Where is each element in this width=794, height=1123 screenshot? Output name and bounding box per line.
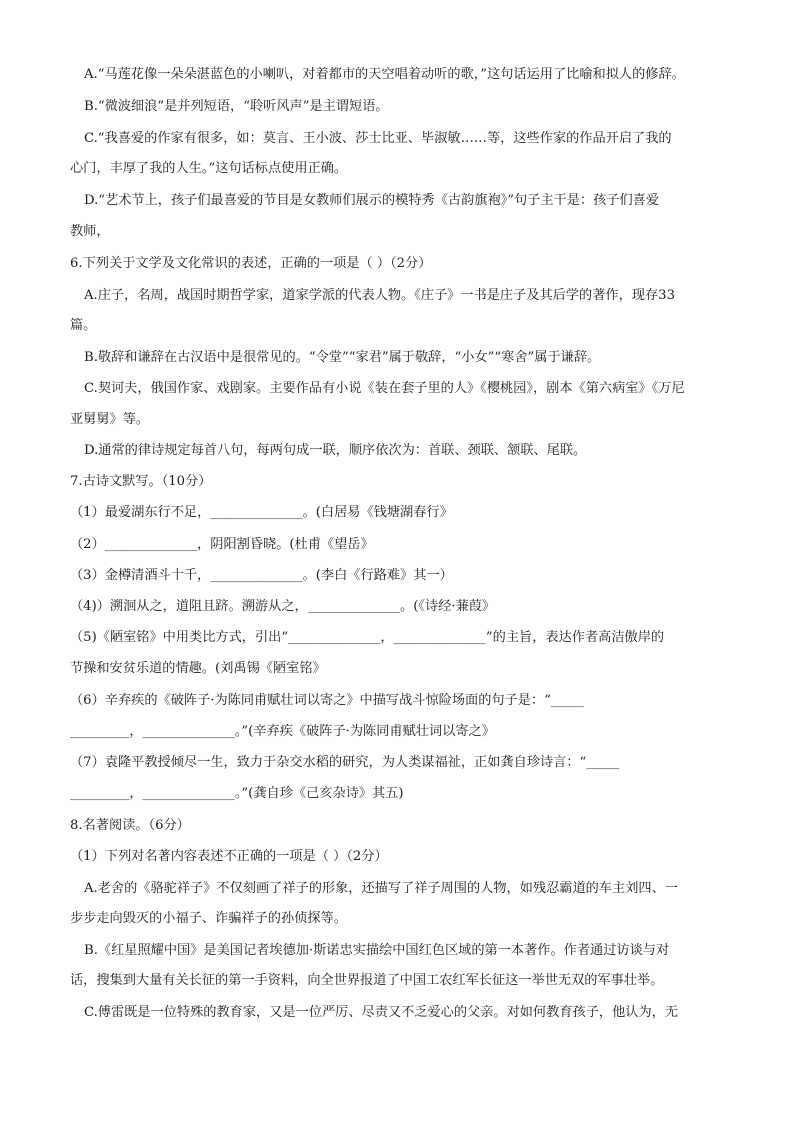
q8-option-a: A.老舍的《骆驼祥子》不仅刻画了祥子的形象，还描写了祥子周围的人物，如残忍霸道的车主刘四、一: [84, 881, 678, 896]
q8-option-b: B.《红星照耀中国》是美国记者埃德加·斯诺忠实描绘中国红色区域的第一本著作。作者通过访谈与对: [84, 943, 670, 958]
q6-option-c: C.契诃夫，俄国作家、戏剧家。主要作品有小说《装在套子里的人》《樱桃园》，剧本《第六病室》《万尼: [84, 381, 685, 396]
q7-item-3: （3）金樽清酒斗十千，______________。(李白《行路难》其一）: [70, 568, 453, 583]
q7-item-2: （2）______________，阴阳割昏晓。(杜甫《望岳》: [70, 537, 374, 552]
option-d-line: D.“艺术节上，孩子们最喜爱的节目是女教师们展示的模特秀《古韵旗袍》”句子主干是：孩子们喜爱: [84, 193, 660, 208]
q7-item-5: （5)《陋室铭》中用类比方式，引出“______________，______________”的主旨，表达作者高洁傲岸的: [70, 630, 665, 645]
q6-option-a: A.庄子，名周，战国时期哲学家，道家学派的代表人物。《庄子》一书是庄子及其后学的著作，现存33: [84, 288, 675, 303]
q6-option-d: D.通常的律诗规定每首八句，每两句成一联，顺序依次为：首联、颈联、颔联、尾联。: [84, 443, 587, 458]
q8-sub-1: （1）下列对名著内容表述不正确的一项是（ ）（2分）: [70, 849, 388, 864]
q6-option-b: B.敬辞和谦辞在古汉语中是很常见的。“令堂”“家君”属于敬辞，“小女”“寒舍”属于谦辞。: [84, 350, 601, 365]
option-c-line: C.“我喜爱的作家有很多，如：莫言、王小波、莎士比亚、毕淑敏……等，这些作家的作品开启了我的: [84, 131, 672, 146]
option-d-continued: 教师，: [70, 224, 110, 239]
option-a-line: A.“马莲花像一朵朵湛蓝色的小喇叭，对着都市的天空唱着动听的歌，”这句话运用了比喻和拟人的修辞。: [84, 67, 685, 82]
option-c-continued: 心门，丰厚了我的人生。”这句话标点使用正确。: [70, 161, 348, 176]
question-7-title: 7.古诗文默写。（10分）: [70, 474, 212, 489]
q7-item-7-continued: _________，______________。”(龚自珍《己亥杂诗》其五): [70, 786, 404, 801]
option-b-line: B.“微波细浪”是并列短语，“聆听风声”是主谓短语。: [84, 99, 389, 114]
question-8-title: 8.名著阅读。（6分）: [70, 818, 190, 833]
q6-option-a-continued: 篇。: [70, 318, 97, 333]
q7-item-4: （4)）溯洄从之，道阻且跻。溯游从之，______________。(《诗经·蒹葭》: [70, 599, 496, 614]
q8-option-a-continued: 步步走向毁灭的小福子、诈骗祥子的孙侦探等。: [70, 911, 347, 926]
q7-item-6-continued: _________，______________。”(辛弃疾《破阵子·为陈同甫赋壮词以寄之》: [70, 724, 495, 739]
q7-item-7: （7）袁隆平教授倾尽一生，致力于杂交水稻的研究，为人类谋福祉，正如龚自珍诗言：“_____: [70, 755, 620, 770]
q7-item-6: （6）辛弃疾的《破阵子·为陈同甫赋壮词以寄之》中描写战斗惊险场面的句子是：“_____: [70, 693, 584, 708]
q7-item-1: （1）最爱湖东行不足，______________。(白居易《钱塘湖春行》: [70, 505, 453, 520]
q8-option-c: C.傅雷既是一位特殊的教育家，又是一位严厉、尽责又不乏爱心的父亲。对如何教育孩子，他认为，无: [84, 1005, 679, 1020]
question-6-title: 6.下列关于文学及文化常识的表述，正确的一项是（ ）（2分）: [70, 256, 432, 271]
q6-option-c-continued: 亚舅舅》等。: [70, 412, 150, 427]
q7-item-5-continued: 节操和安贫乐道的情趣。(刘禹锡《陋室铭》: [70, 661, 326, 676]
q8-option-b-continued: 话，搜集到大量有关长征的第一手资料，向全世界报道了中国工农红军长征这一举世无双的军事壮举。: [70, 973, 664, 988]
